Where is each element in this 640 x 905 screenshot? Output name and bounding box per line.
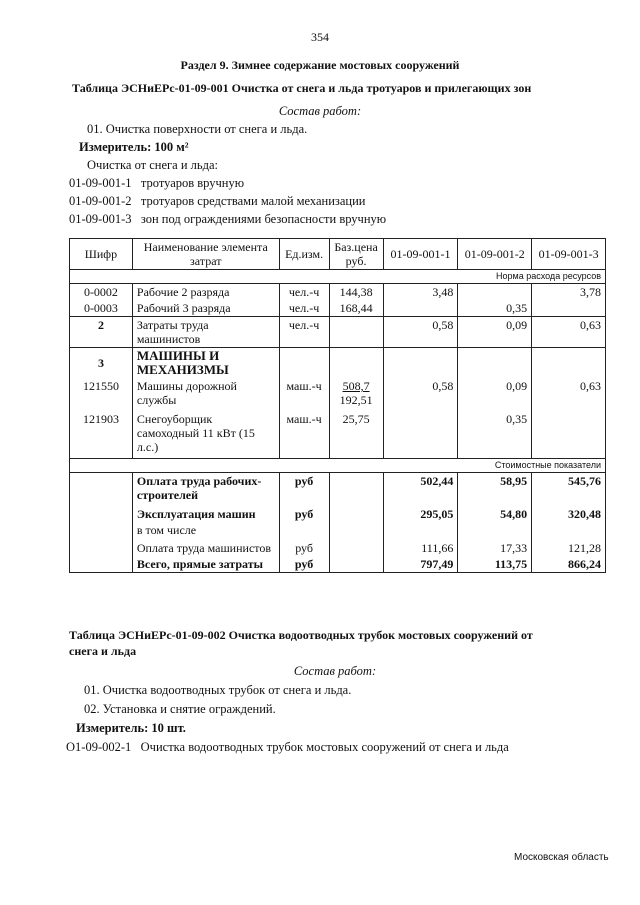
table1-subject: Очистка от снега и льда: <box>87 158 218 172</box>
header-col1: 01-09-001-1 <box>383 239 458 270</box>
table2-meter: Измеритель: 10 шт. <box>76 721 186 735</box>
cell-value <box>458 284 532 301</box>
table-row <box>70 473 606 504</box>
table-row <box>70 378 606 408</box>
footer-region: Московская область <box>514 852 609 863</box>
table-row <box>70 556 606 573</box>
cell-unit: маш.-ч <box>279 378 329 408</box>
cell-value <box>532 408 606 459</box>
resource-table <box>69 238 606 573</box>
table-row <box>70 503 606 522</box>
code: О1-09-002-1 <box>66 740 132 754</box>
table-header-row <box>70 239 606 270</box>
cell-value: 0,63 <box>532 317 606 348</box>
table-row <box>70 317 606 348</box>
cell-value: 502,44 <box>383 473 458 504</box>
cell-name: Машины дорожной службы <box>132 378 279 408</box>
cell-value: 113,75 <box>458 556 532 573</box>
table1-work-heading: Состав работ: <box>278 104 362 118</box>
cell-name: Оплата труда машинистов <box>132 538 279 556</box>
code: 01-09-001-2 <box>69 194 132 208</box>
cell-unit: чел.-ч <box>279 317 329 348</box>
cell-value: 0,58 <box>383 317 458 348</box>
price-value: 508,7 <box>342 379 370 393</box>
cell-unit: руб <box>279 503 329 522</box>
code: 01-09-001-1 <box>69 176 132 190</box>
cell-name: Рабочие 2 разряда <box>132 284 279 301</box>
table-row <box>70 538 606 556</box>
cell-code: 3 <box>70 348 133 379</box>
norm-subheader-row <box>70 270 606 284</box>
cell-name: в том числе <box>132 522 279 538</box>
table-row <box>70 522 606 538</box>
code-desc: зон под ограждениями безопасности вручную <box>140 212 387 226</box>
cost-label: Стоимостные показатели <box>70 459 606 473</box>
cell-value: 0,63 <box>532 378 606 408</box>
code-desc: Очистка водоотводных трубок мостовых сооружений от снега и льда <box>140 740 509 754</box>
cell-value: 0,09 <box>458 378 532 408</box>
table2-work-item: 02. Установка и снятие ограждений. <box>84 702 276 716</box>
cell-value: 295,05 <box>383 503 458 522</box>
cost-subheader-row <box>70 459 606 473</box>
cell-value: 3,78 <box>532 284 606 301</box>
cell-unit: чел.-ч <box>279 300 329 317</box>
cell-value: 866,24 <box>532 556 606 573</box>
table1-meter-text: Измеритель: 100 м² <box>79 140 189 154</box>
cell-value: 0,58 <box>383 378 458 408</box>
table2-code-line <box>66 740 509 755</box>
cell-name: Всего, прямые затраты <box>132 556 279 573</box>
cell-value: 0,09 <box>458 317 532 348</box>
cell-value: 3,48 <box>383 284 458 301</box>
section-title: Раздел 9. Зимнее содержание мостовых сооружений <box>180 58 460 72</box>
cell-price: 168,44 <box>329 300 383 317</box>
cell-value: 17,33 <box>458 538 532 556</box>
code-desc: тротуаров средствами малой механизации <box>140 194 366 208</box>
cell-name: Рабочий 3 разряда <box>132 300 279 317</box>
table1-code-line <box>69 194 366 209</box>
cell-value: 111,66 <box>383 538 458 556</box>
cell-value: 58,95 <box>458 473 532 504</box>
header-col2: 01-09-001-2 <box>458 239 532 270</box>
cell-name: Затраты труда машинистов <box>132 317 279 348</box>
cell-unit: руб <box>279 473 329 504</box>
cell-unit: руб <box>279 538 329 556</box>
header-unit: Ед.изм. <box>279 239 329 270</box>
cell-value: 797,49 <box>383 556 458 573</box>
table1-code-line <box>69 176 244 191</box>
cell-code: 0-0002 <box>70 284 133 301</box>
cell-value <box>532 300 606 317</box>
price-value-2: 192,51 <box>339 393 373 407</box>
cell-value: 0,35 <box>458 408 532 459</box>
cell-price <box>329 317 383 348</box>
table1-meter <box>79 140 189 155</box>
cell-value <box>383 408 458 459</box>
cell-value: 0,35 <box>458 300 532 317</box>
table2-work-heading: Состав работ: <box>293 664 377 678</box>
table2-work-item: 01. Очистка водоотводных трубок от снега и льда. <box>84 683 352 697</box>
cell-code: 121550 <box>70 378 133 408</box>
cell-value: 545,76 <box>532 473 606 504</box>
table-row <box>70 348 606 379</box>
header-price: Баз.цена руб. <box>329 239 383 270</box>
cell-value: 320,48 <box>532 503 606 522</box>
table1-title: Таблица ЭСНиЕРс-01-09-001 Очистка от снега и льда тротуаров и прилегающих зон <box>72 81 532 95</box>
header-col3: 01-09-001-3 <box>532 239 606 270</box>
cell-price: 25,75 <box>329 408 383 459</box>
cell-code: 121903 <box>70 408 133 459</box>
table-row <box>70 284 606 301</box>
cell-unit: руб <box>279 556 329 573</box>
cell-code: 0-0003 <box>70 300 133 317</box>
cell-price <box>329 378 383 408</box>
cell-name: Эксплуатация машин <box>132 503 279 522</box>
cell-unit: маш.-ч <box>279 408 329 459</box>
norm-label: Норма расхода ресурсов <box>70 270 606 284</box>
cell-value: 121,28 <box>532 538 606 556</box>
cell-value: 54,80 <box>458 503 532 522</box>
table1-work-item: 01. Очистка поверхности от снега и льда. <box>87 122 308 136</box>
header-code: Шифр <box>70 239 133 270</box>
page-number: 354 <box>311 30 329 44</box>
cell-name: МАШИНЫ И МЕХАНИЗМЫ <box>132 348 279 379</box>
cell-name: Снегоуборщик самоходный 11 кВт (15 л.с.) <box>132 408 279 459</box>
table-row <box>70 300 606 317</box>
cell-unit: чел.-ч <box>279 284 329 301</box>
table2-title-line2: снега и льда <box>69 644 137 658</box>
cell-value <box>383 300 458 317</box>
code-desc: тротуаров вручную <box>140 176 245 190</box>
header-name: Наименование элемента затрат <box>132 239 279 270</box>
cell-price: 144,38 <box>329 284 383 301</box>
cell-code: 2 <box>70 317 133 348</box>
code: 01-09-001-3 <box>69 212 132 226</box>
cell-name: Оплата труда рабочих-строителей <box>132 473 279 504</box>
table-row <box>70 408 606 459</box>
table2-title-line1: Таблица ЭСНиЕРс-01-09-002 Очистка водоотводных трубок мостовых сооружений от <box>69 628 533 642</box>
table1-code-line <box>69 212 386 227</box>
